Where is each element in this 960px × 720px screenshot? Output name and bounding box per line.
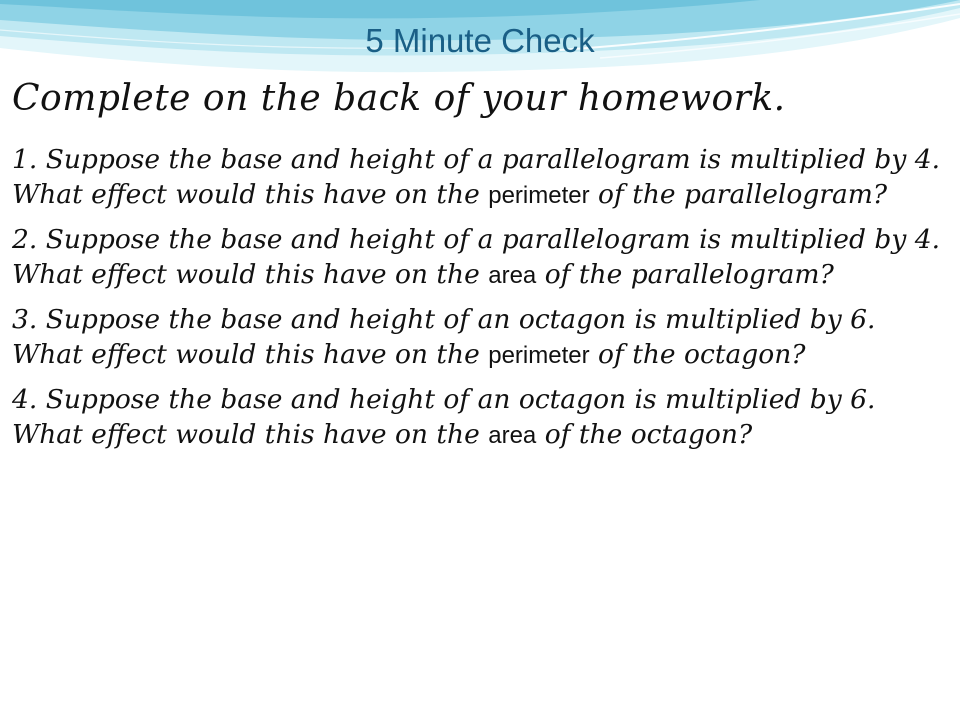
- question-keyword: perimeter: [488, 341, 590, 369]
- question-2: [12, 223, 942, 293]
- question-3: [12, 303, 942, 373]
- question-keyword: perimeter: [488, 181, 590, 209]
- question-keyword: area: [488, 261, 537, 289]
- question-keyword: area: [488, 421, 537, 449]
- question-text: of the parallelogram?: [536, 258, 834, 290]
- slide-title: 5 Minute Check: [365, 22, 595, 59]
- question-text: 1. Suppose the base and height of a parallelogram is multiplied by 4. What effect would this have on the: [12, 144, 940, 210]
- question-text: 3. Suppose the base and height of an octagon is multiplied by 6. What effect would this have on the: [12, 304, 876, 370]
- question-text: of the octagon?: [589, 338, 806, 370]
- slide-subtitle: Complete on the back of your homework.: [12, 78, 786, 119]
- question-text: of the parallelogram?: [589, 178, 888, 210]
- question-text: 2. Suppose the base and height of a parallelogram is multiplied by 4. What effect would this have on the: [12, 224, 940, 290]
- question-4: [12, 383, 942, 453]
- question-1: [12, 143, 942, 213]
- question-list: [12, 143, 942, 463]
- question-text: 4. Suppose the base and height of an octagon is multiplied by 6. What effect would this have on the: [12, 384, 876, 450]
- question-text: of the octagon?: [536, 418, 753, 450]
